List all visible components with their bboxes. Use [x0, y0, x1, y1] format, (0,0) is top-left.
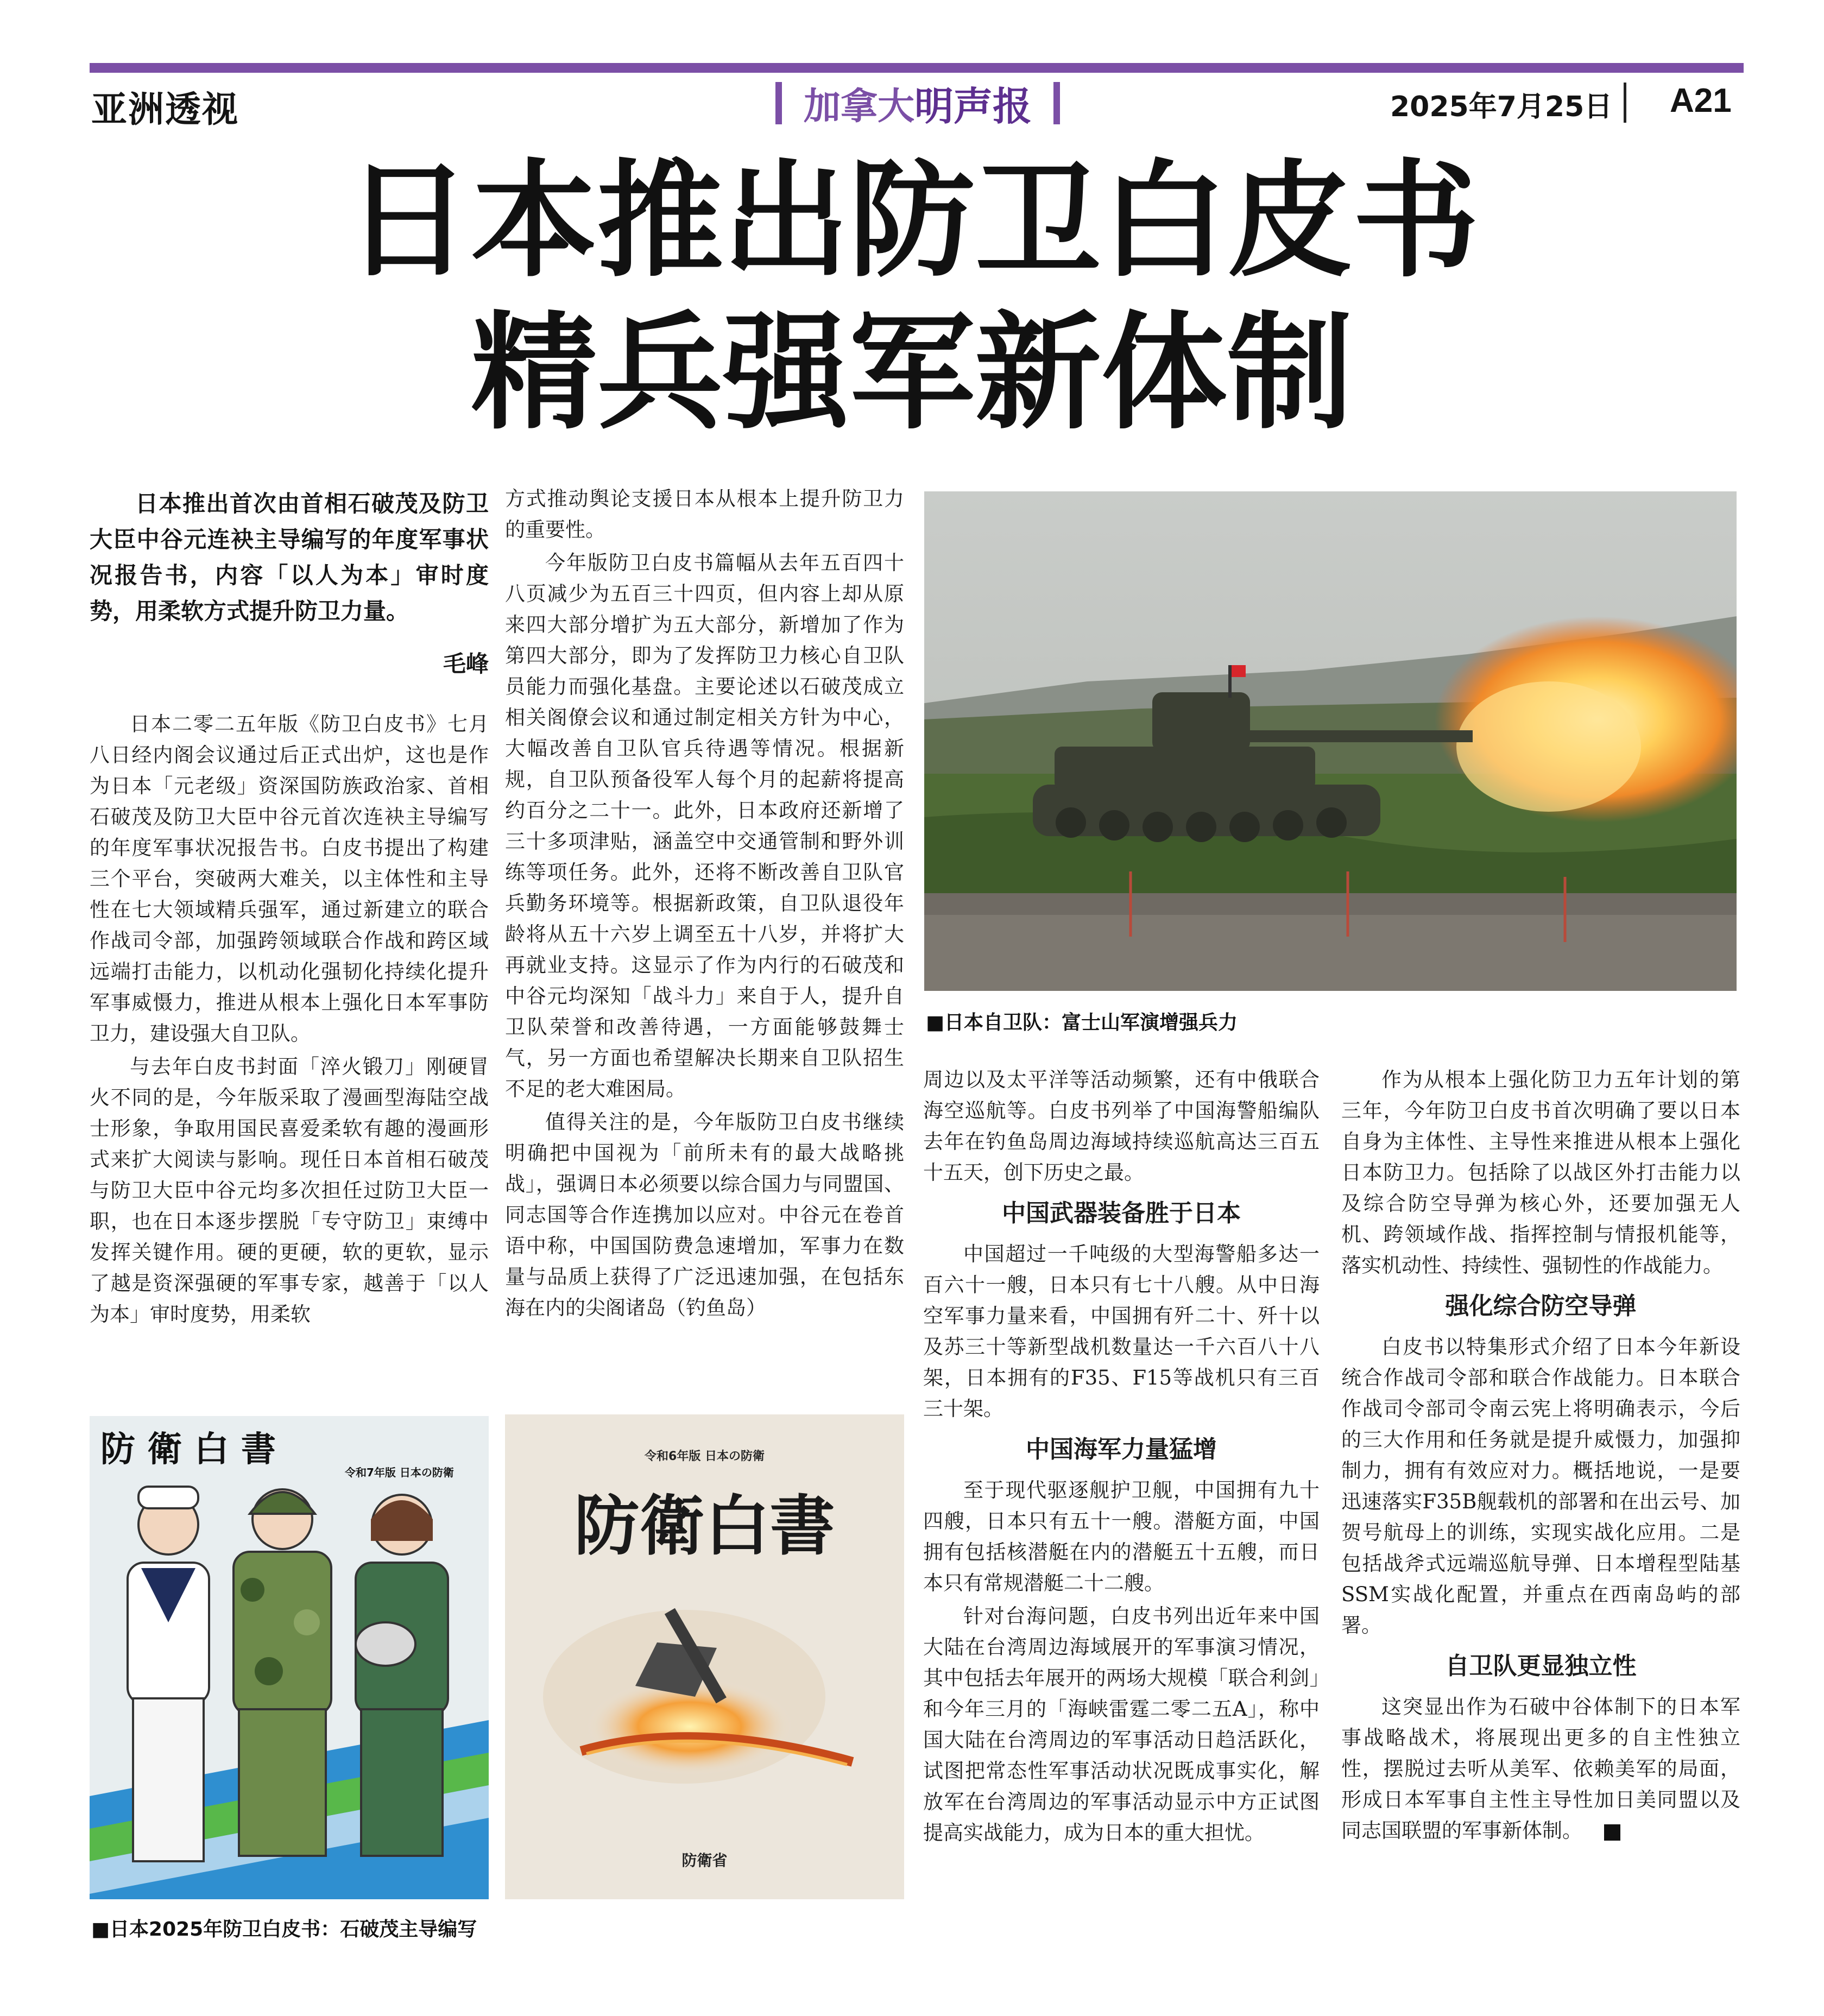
lead-paragraph: [90, 486, 489, 629]
subheading-weapons: 中国武器装备胜于日本: [1002, 1199, 1241, 1227]
paragraph: 至于现代驱逐舰护卫舰，中国拥有九十四艘，日本只有五十一艘。潜艇方面，中国拥有包括核潜艇在内的潜艇五十五艘，而日本只有常规潜艇二十二艘。: [923, 1478, 1320, 1595]
article-column-2: [505, 483, 904, 1325]
paragraph: 作为从根本上强化防卫力五年计划的第三年，今年防卫白皮书首次明确了要以日本自身为主体性、主导性来推进从根本上强化日本防卫力。包括除了以战区外打击能力以及综合防空导弹为核心外，还要加强无人机、跨领域作战、指挥控制与情报机能等，落实机动性、持续性、强韧性的作战能力。: [1341, 1068, 1740, 1277]
tank-photo-caption: ■日本自卫队：富士山军演增强兵力: [926, 1012, 1238, 1034]
article-column-3: [923, 1064, 1320, 1850]
paragraph: 白皮书以特集形式介绍了日本今年新设统合作战司令部和联合作战能力。日本联合作战司令部司令南云宪上将明确表示，今后的三大作用和任务就是提升威慑力，加强抑制力，拥有有效应对力。概括地说，一是要迅速落实F35B舰载机的部署和在出云号、加贺号航母上的训练，实现实战化应用。二是包括战斧式远端巡航导弹、日本增程型陆基SSM实战化配置，并重点在西南岛屿的部署。: [1341, 1335, 1740, 1637]
paragraph: 针对台海问题，白皮书列出近年来中国大陆在台湾周边海域展开的军事演习情况，其中包括去年展开的两场大规模「联合利剑」和今年三月的「海峡雷霆二零二五A」，称中国大陆在台湾周边的军事活动日趋活跃化，试图把常态性军事活动状况既成事实化，解放军在台湾周边的军事活动显示中方正试图提高实战能力，成为日本的重大担忧。: [923, 1604, 1320, 1844]
tank-photo: [924, 491, 1737, 991]
subheading-navy: 中国海军力量猛增: [1026, 1436, 1217, 1463]
tank-illustration: [924, 491, 1737, 991]
subheading-air-defense: 强化综合防空导弹: [1445, 1292, 1637, 1320]
header-divider: [1624, 83, 1626, 123]
cover-2024-photo: [505, 1414, 904, 1899]
covers-caption: ■日本2025年防卫白皮书：石破茂主导编写: [91, 1918, 477, 1941]
subheading-independence: 自卫队更显独立性: [1445, 1652, 1637, 1680]
end-mark: [1604, 1824, 1620, 1841]
cover-2025-subtitle: 令和7年版 日本の防衛: [345, 1466, 454, 1479]
paragraph: 今年版防卫白皮书篇幅从去年五百四十八页减少为五百三十四页，但内容上却从原来四大部分增扩为五大部分，新增加了作为第四大部分，即为了发挥防卫力核心自卫队员能力而强化基盘。主要论述以石破茂成立相关阁僚会议和通过制定相关方针为中心，大幅改善自卫队官兵待遇等情况。根据新规，自卫队预备役军人每个月的起薪将提高约百分之二十一。此外，日本政府还新增了三十多项津贴，涵盖空中交通管制和野外训练等项任务。此外，还将不断改善自卫队官兵勤务环境等。根据新政策，自卫队退役年龄将从五十六岁上调至五十八岁，并将扩大再就业支持。这显示了作为内行的石破茂和中谷元均深知「战斗力」来自于人，提升自卫队荣誉和改善待遇，一方面能够鼓舞士气，另一方面也希望解决长期来自卫队招生不足的老大难困局。: [505, 551, 904, 1101]
byline: 毛峰: [443, 650, 489, 677]
masthead-bar-right: [1053, 82, 1060, 124]
paragraph: 日本二零二五年版《防卫白皮书》七月八日经内阁会议通过后正式出炉，这也是作为日本「元老级」资深国防族政治家、首相石破茂及防卫大臣中谷元首次连袂主导编写的年度军事状况报告书。白皮书提出了构建三个平台，突破两大难关，以主体性和主导性在七大领域精兵强军，通过新建立的联合作战司令部，加强跨领域联合作战和跨区域远端打击能力，以机动化强韧化持续化提升军事威慑力，推进从根本上强化日本军事防卫力，建设强大自卫队。: [90, 712, 489, 1045]
paragraph: 值得关注的是，今年版防卫白皮书继续明确把中国视为「前所未有的最大战略挑战」，强调日本必须要以综合国力与同盟国、同志国等合作连携加以应对。中谷元在卷首语中称，中国国防费急速增加，军事力在数量与品质上获得了广泛迅速加强，在包括东海在内的尖阁诸岛（钓鱼岛）: [505, 1110, 904, 1319]
cover-2025-illustration: [90, 1416, 489, 1899]
cover-2025-photo: [90, 1416, 489, 1899]
cover-2024-publisher: 防衛省: [681, 1851, 728, 1869]
lead-text: 日本推出首次由首相石破茂及防卫大臣中谷元连袂主导编写的年度军事状况报告书，内容「以人为本」审时度势，用柔软方式提升防卫力量。: [90, 490, 489, 624]
top-rule: [90, 63, 1744, 73]
cover-2024-title: 防衛白書: [574, 1488, 835, 1564]
paragraph: 中国超过一千吨级的大型海警船多达一百六十一艘，日本只有七十八艘。从中日海空军事力量来看，中国拥有歼二十、歼十以及苏三十等新型战机数量达一千六百八十八架，日本拥有的F35、F15等战机只有三百三十架。: [923, 1242, 1320, 1420]
paragraph: 方式推动舆论支援日本从根本上提升防卫力的重要性。: [505, 487, 904, 541]
page-number: A21: [1670, 82, 1732, 119]
article-column-4: [1341, 1064, 1740, 1848]
masthead: [744, 76, 1091, 130]
masthead-name-part1: 加拿大: [803, 85, 914, 128]
section-title: 亚洲透视: [91, 88, 239, 130]
paragraph-text: 这突显出作为石破中谷体制下的日本军事战略战术，将展现出更多的自主性独立性，摆脱过去听从美军、依赖美军的局面，形成日本军事自主性主导性加日美同盟以及同志国联盟的军事新体制。: [1341, 1695, 1740, 1842]
paragraph: [1341, 1691, 1740, 1846]
cover-2024-top: 令和6年版 日本の防衛: [645, 1450, 765, 1463]
headline-line1: 日本推出防卫白皮书: [345, 148, 1479, 294]
paragraph: 与去年白皮书封面「淬火锻刀」刚硬冒火不同的是，今年版采取了漫画型海陆空战士形象，争取用国民喜爱柔软有趣的漫画形式来扩大阅读与影响。现任日本首相石破茂与防卫大臣中谷元均多次担任过防卫大臣一职，也在日本逐步摆脱「专守防卫」束缚中发挥关键作用。硬的更硬，软的更软，显示了越是资深强硬的军事专家，越善于「以人为本」审时度势，用柔软: [90, 1055, 489, 1326]
masthead-name-part2: 明声报: [914, 84, 1032, 129]
masthead-bar-left: [775, 82, 782, 124]
paragraph: 周边以及太平洋等活动频繁，还有中俄联合海空巡航等。白皮书列举了中国海警船编队去年在钓鱼岛周边海域持续巡航高达三百五十五天，创下历史之最。: [923, 1068, 1320, 1184]
headline-line2: 精兵强军新体制: [471, 300, 1353, 446]
cover-2025-title: 防 衛 白 書: [100, 1429, 276, 1470]
issue-date: 2025年7月25日: [1390, 91, 1613, 123]
article-column-1: [90, 709, 489, 1332]
